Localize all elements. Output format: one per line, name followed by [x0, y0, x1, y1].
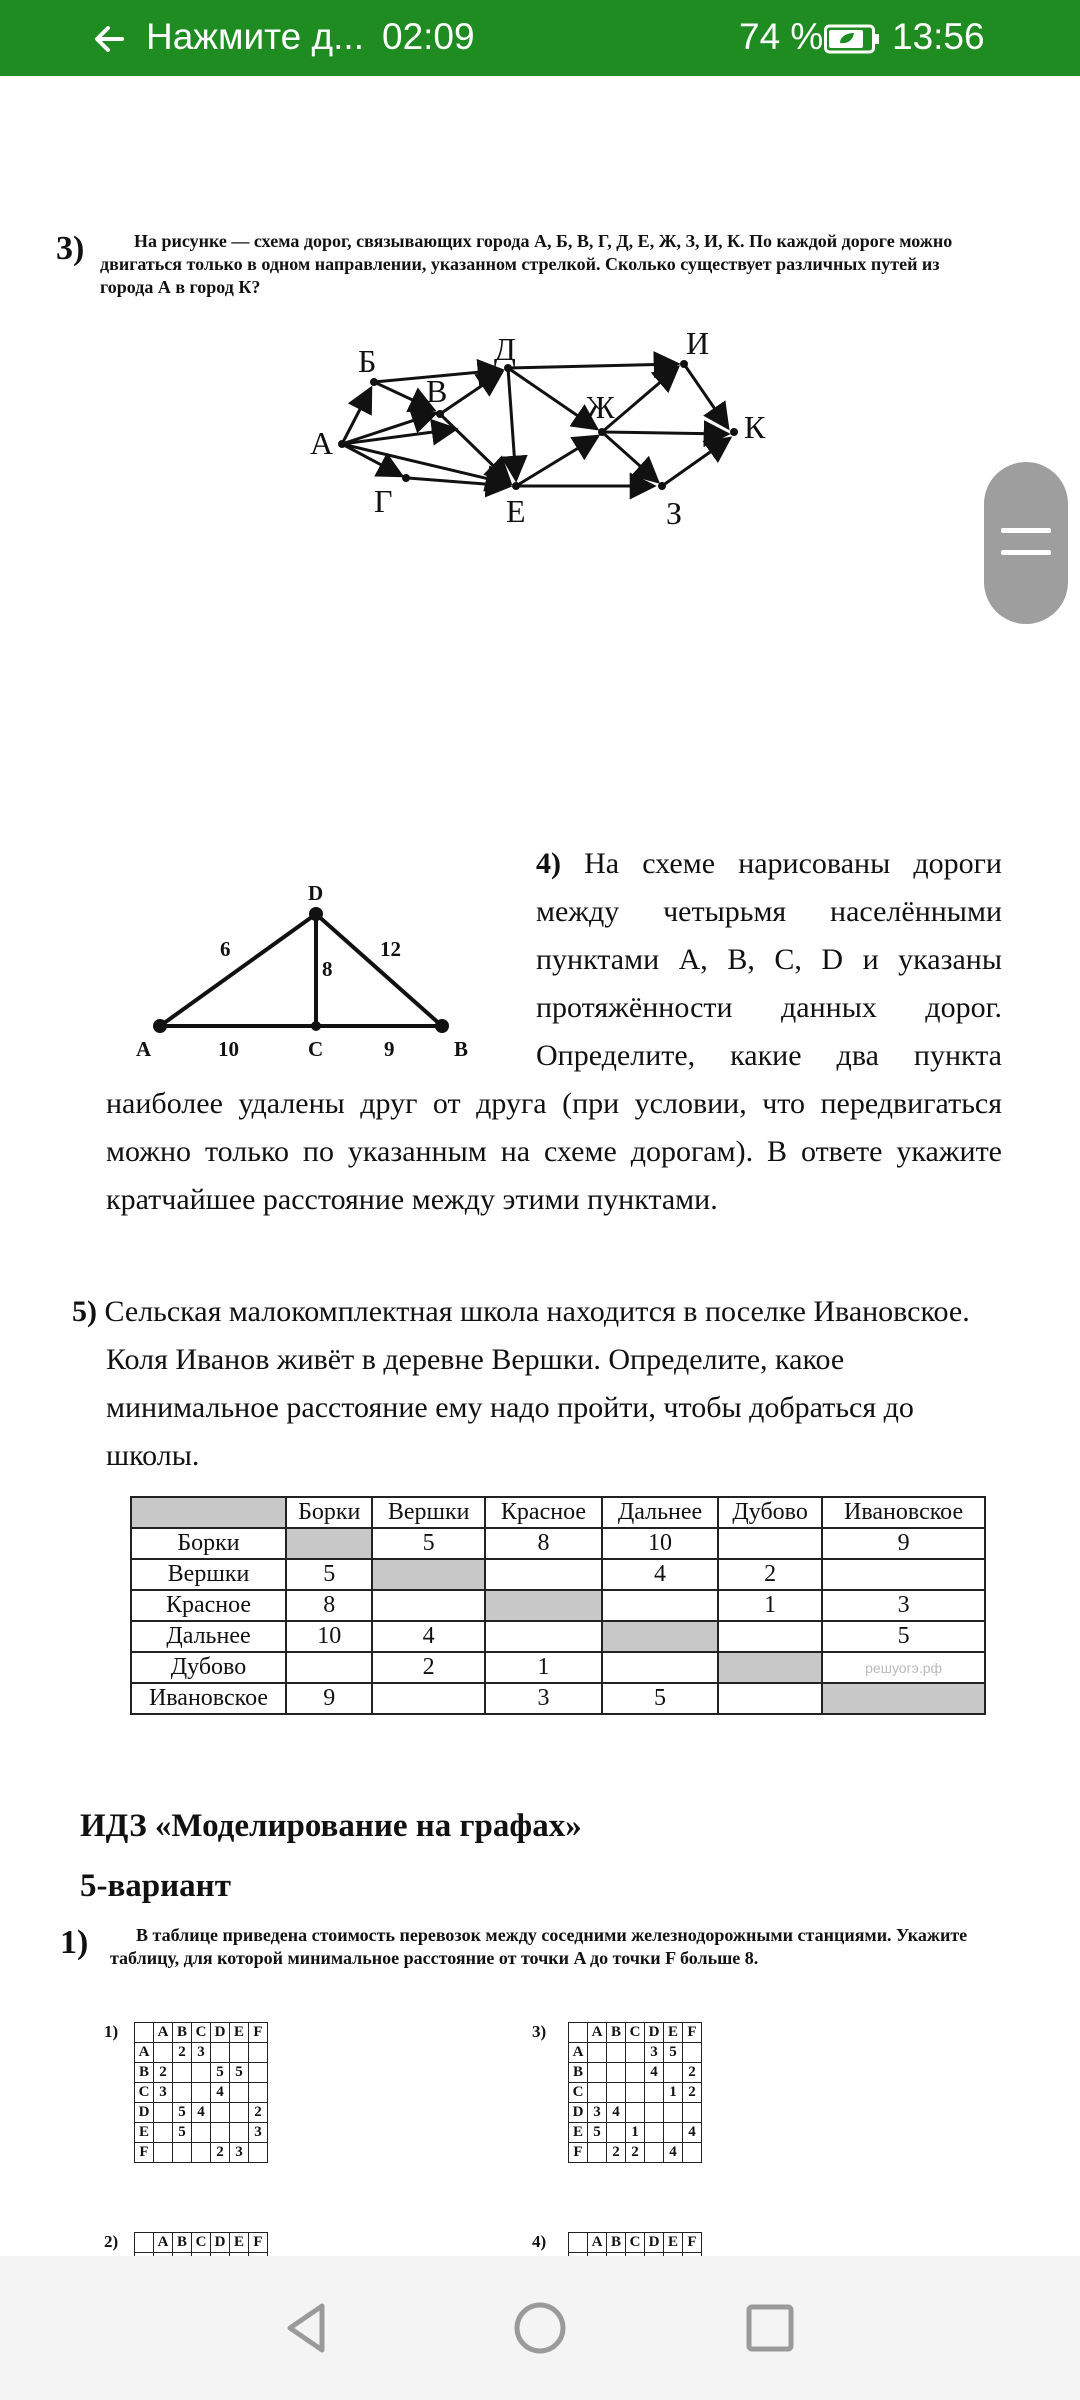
table-header-cell: C [192, 2023, 211, 2043]
edge-weight: 12 [380, 937, 401, 961]
table-cell: 3 [154, 2083, 173, 2103]
table-header-cell: C [626, 2233, 645, 2253]
table-cell [249, 2043, 268, 2063]
row-header: Красное [131, 1590, 286, 1621]
table-cell: 2 [211, 2143, 230, 2163]
table-header-cell: E [230, 2233, 249, 2253]
table-cell: 3 [230, 2143, 249, 2163]
table-cell [249, 2083, 268, 2103]
node-label: З [666, 495, 683, 531]
table-header-cell [131, 1497, 286, 1528]
node-label: Г [374, 483, 393, 519]
table-cell: 2 [249, 2103, 268, 2123]
table-header-row [135, 2023, 268, 2043]
status-bar [0, 0, 1080, 76]
table-cell: 2 [683, 2063, 702, 2083]
table-cell: 4 [607, 2103, 626, 2123]
table-cell: 4 [372, 1621, 484, 1652]
node-label: Е [506, 493, 526, 529]
table-header-cell: Дубово [718, 1497, 822, 1528]
table-cell [626, 2103, 645, 2123]
question-text: На рисунке — схема дорог, связывающих города А, Б, В, Г, Д, Е, Ж, З, И, К. По каждой дороге можно двигаться только в одном направлении, указанном стрелкой. Сколько существует различных путей из города А в город К? [100, 231, 953, 297]
table-cell: 4 [192, 2103, 211, 2123]
table-cell: 2 [372, 1652, 484, 1683]
table-cell [286, 1652, 372, 1683]
table-row [131, 1652, 985, 1683]
table-cell [645, 2083, 664, 2103]
table-cell: 2 [683, 2083, 702, 2103]
table-cell: 2 [607, 2143, 626, 2163]
table-row [131, 1559, 985, 1590]
node-label: D [308, 881, 324, 905]
table-cell: D [135, 2103, 154, 2123]
table-cell: 5 [286, 1559, 372, 1590]
node-label: A [136, 1037, 152, 1061]
table-cell [645, 2123, 664, 2143]
table-header-cell [135, 2233, 154, 2253]
table-cell [664, 2123, 683, 2143]
table-cell [602, 1590, 718, 1621]
question-text: В таблице приведена стоимость перевозок между соседними железнодорожными станциями. Укажите таблицу, для которой минимальное расстояние от точки A до точки F больше 8. [110, 1925, 968, 1968]
table-header-cell: D [645, 2233, 664, 2253]
table-cell: 8 [485, 1528, 602, 1559]
table-header-cell: F [249, 2233, 268, 2253]
table-cell: 2 [626, 2143, 645, 2163]
table-header-cell: B [607, 2233, 626, 2253]
table-header-cell: D [211, 2023, 230, 2043]
table-cell: 9 [822, 1528, 985, 1559]
table-cell [607, 2043, 626, 2063]
back-icon[interactable] [276, 2296, 340, 2360]
table-cell [372, 1559, 484, 1590]
edge-weight: 10 [218, 1037, 239, 1061]
table-cell [211, 2123, 230, 2143]
table-cell: B [135, 2063, 154, 2083]
table-cell [588, 2063, 607, 2083]
table-header-cell: A [154, 2023, 173, 2043]
table-cell: 3 [249, 2123, 268, 2143]
question-text: На схеме нарисованы дороги между четырьмя населёнными пунктами A, B, C, D и указаны протяжённости данных дорог. Определите, какие два пункта наиболее удалены друг от друга (при условии, что передвигаться можно только по указанным на схеме дорогам). В ответе укажите кратчайшее расстояние между этими пунктами. [106, 847, 1002, 1216]
table-cell: 2 [173, 2043, 192, 2063]
table-cell [718, 1621, 822, 1652]
table-cell: 5 [822, 1621, 985, 1652]
table-row [135, 2083, 268, 2103]
table-cell: 9 [286, 1683, 372, 1714]
table-cell: 5 [602, 1683, 718, 1714]
table-header-cell: E [664, 2233, 683, 2253]
table-cell [372, 1683, 484, 1714]
table-row [135, 2043, 268, 2063]
variant-title: 5-вариант [80, 1868, 231, 1904]
table-header-cell: E [664, 2023, 683, 2043]
table-cell [485, 1590, 602, 1621]
edge-weight: 9 [384, 1037, 395, 1061]
table-header-row [131, 1497, 985, 1528]
table-cell [230, 2123, 249, 2143]
node-label: B [454, 1037, 469, 1061]
table-header-cell: A [588, 2023, 607, 2043]
table-header-cell: A [154, 2233, 173, 2253]
table-cell [607, 2083, 626, 2103]
table-cell: 1 [718, 1590, 822, 1621]
table-row [569, 2063, 702, 2083]
table-row [135, 2063, 268, 2083]
table-row [131, 1621, 985, 1652]
recents-icon[interactable] [738, 2296, 802, 2360]
table-cell [588, 2083, 607, 2103]
table-cell [211, 2103, 230, 2123]
table-header-cell: Дальнее [602, 1497, 718, 1528]
table-cell: 5 [211, 2063, 230, 2083]
table-cell: 1 [664, 2083, 683, 2103]
option-table-3 [568, 2022, 702, 2163]
table-cell [173, 2083, 192, 2103]
table-cell: 1 [485, 1652, 602, 1683]
table-cell: 4 [645, 2063, 664, 2083]
table-cell [249, 2063, 268, 2083]
table-cell [192, 2143, 211, 2163]
table-header-cell: Красное [485, 1497, 602, 1528]
table-cell [230, 2043, 249, 2063]
table-row [135, 2143, 268, 2163]
table-cell [718, 1652, 822, 1683]
table-row [131, 1590, 985, 1621]
table-cell [718, 1528, 822, 1559]
option-label: 1) [104, 2022, 119, 2041]
table-cell [192, 2083, 211, 2103]
table-cell: 10 [602, 1528, 718, 1559]
table-cell: F [569, 2143, 588, 2163]
battery-percent: 74 % [739, 16, 824, 57]
row-header: Борки [131, 1528, 286, 1559]
table-cell: 3 [192, 2043, 211, 2063]
question-4 [106, 840, 1002, 1224]
table-cell: A [569, 2043, 588, 2063]
node-label: А [310, 425, 334, 461]
table-cell: F [135, 2143, 154, 2163]
table-cell [602, 1621, 718, 1652]
handle-grip-line [1001, 550, 1051, 555]
table-cell: 4 [683, 2123, 702, 2143]
table-row [135, 2123, 268, 2143]
table-cell [683, 2103, 702, 2123]
table-cell [485, 1559, 602, 1590]
table-cell: 5 [173, 2103, 192, 2123]
clock: 13:56 [892, 16, 985, 57]
table-header-cell [569, 2233, 588, 2253]
row-header: Ивановское [131, 1683, 286, 1714]
table-cell: 2 [154, 2063, 173, 2083]
distance-table [130, 1496, 986, 1715]
option-label: 4) [532, 2232, 547, 2251]
node-label: К [744, 409, 766, 445]
question-number: 4) [536, 847, 561, 880]
table-cell: 4 [602, 1559, 718, 1590]
question-number: 1) [60, 1924, 89, 1961]
table-header-row [569, 2023, 702, 2043]
table-cell: C [569, 2083, 588, 2103]
table-row [131, 1528, 985, 1559]
table-cell [211, 2043, 230, 2063]
scroll-handle[interactable] [984, 462, 1068, 624]
table-row [569, 2123, 702, 2143]
node-label: Д [494, 331, 516, 367]
table-header-cell: F [249, 2023, 268, 2043]
table-cell: 3 [645, 2043, 664, 2063]
table-cell: 5 [372, 1528, 484, 1559]
table-cell: 5 [588, 2123, 607, 2143]
table-cell [607, 2123, 626, 2143]
node-label: И [686, 325, 710, 361]
table-cell [626, 2043, 645, 2063]
table-header-cell [135, 2023, 154, 2043]
table-cell [588, 2043, 607, 2063]
table-cell [154, 2043, 173, 2063]
table-cell: 3 [822, 1590, 985, 1621]
table-cell [626, 2083, 645, 2103]
table-cell [664, 2063, 683, 2083]
table-cell: 3 [588, 2103, 607, 2123]
navigation-bar [0, 2256, 1080, 2400]
table-cell [230, 2103, 249, 2123]
node-label: Ж [586, 389, 615, 425]
table-cell [718, 1683, 822, 1714]
question-number: 5) [72, 1295, 97, 1328]
row-header: Дальнее [131, 1621, 286, 1652]
handle-grip-line [1001, 528, 1051, 533]
table-header-cell: B [607, 2023, 626, 2043]
row-header: Дубово [131, 1652, 286, 1683]
table-header-cell: D [211, 2233, 230, 2253]
back-arrow-icon[interactable] [92, 22, 126, 56]
table-cell: 5 [230, 2063, 249, 2083]
table-cell: 4 [211, 2083, 230, 2103]
table-row [569, 2043, 702, 2063]
call-return-banner[interactable]: Нажмите д... [146, 16, 364, 57]
node-label: Б [358, 343, 377, 379]
table-cell [602, 1652, 718, 1683]
table-cell [683, 2043, 702, 2063]
table-cell [154, 2103, 173, 2123]
call-timer: 02:09 [382, 16, 475, 57]
table-cell [286, 1528, 372, 1559]
row-header: Вершки [131, 1559, 286, 1590]
table-header-cell: Вершки [372, 1497, 484, 1528]
table-header-cell: A [588, 2233, 607, 2253]
table-cell [683, 2143, 702, 2163]
table-cell: 4 [664, 2143, 683, 2163]
table-cell [192, 2063, 211, 2083]
table-cell [822, 1683, 985, 1714]
section-title: ИДЗ «Моделирование на графах» [80, 1808, 582, 1844]
table-cell: 5 [664, 2043, 683, 2063]
table-cell: 1 [626, 2123, 645, 2143]
node-label: В [426, 373, 448, 409]
document-image [0, 76, 1080, 2256]
table-cell: 3 [485, 1683, 602, 1714]
table-header-cell: F [683, 2023, 702, 2043]
question-text: Сельская малокомплектная школа находится в поселке Ивановское. Коля Иванов живёт в деревне Вершки. Определите, какое минимальное расстояние ему надо пройти, чтобы добраться до школы. [104, 1295, 970, 1472]
table-cell: B [569, 2063, 588, 2083]
question-5 [72, 1288, 1002, 1480]
table-row [569, 2103, 702, 2123]
figure-spacer [106, 840, 536, 1078]
table-cell [230, 2083, 249, 2103]
table-cell [626, 2063, 645, 2083]
watermark: решуогэ.рф [822, 1652, 985, 1683]
table-header-cell: E [230, 2023, 249, 2043]
table-cell [822, 1559, 985, 1590]
table-cell [645, 2143, 664, 2163]
table-cell [485, 1621, 602, 1652]
question-number: 3) [56, 230, 85, 267]
table-header-cell: B [173, 2233, 192, 2253]
table-header-cell: Ивановское [822, 1497, 985, 1528]
table-cell: 2 [718, 1559, 822, 1590]
table-cell [249, 2143, 268, 2163]
table-row [131, 1683, 985, 1714]
table-row [569, 2083, 702, 2103]
table-cell: A [135, 2043, 154, 2063]
table-cell [372, 1590, 484, 1621]
table-cell: E [135, 2123, 154, 2143]
table-header-cell: C [192, 2233, 211, 2253]
table-cell: 8 [286, 1590, 372, 1621]
table-header-cell [569, 2023, 588, 2043]
option-label: 2) [104, 2232, 119, 2251]
battery-icon [824, 24, 880, 54]
table-cell [645, 2103, 664, 2123]
table-header-cell: B [173, 2023, 192, 2043]
option-table-1 [134, 2022, 268, 2163]
home-icon[interactable] [508, 2296, 572, 2360]
directed-road-graph [300, 292, 780, 531]
table-header-cell: Борки [286, 1497, 372, 1528]
edge-weight: 6 [220, 937, 231, 961]
table-header-row [569, 2233, 702, 2253]
table-row [135, 2103, 268, 2123]
table-cell [173, 2143, 192, 2163]
table-cell [588, 2143, 607, 2163]
table-header-cell: D [645, 2023, 664, 2043]
node-label: C [308, 1037, 324, 1061]
table-header-row [135, 2233, 268, 2253]
table-cell: E [569, 2123, 588, 2143]
table-cell [664, 2103, 683, 2123]
option-label: 3) [532, 2022, 547, 2041]
table-header-cell: C [626, 2023, 645, 2043]
table-cell: 5 [173, 2123, 192, 2143]
table-cell [192, 2123, 211, 2143]
table-header-cell: F [683, 2233, 702, 2253]
edge-weight: 8 [322, 957, 333, 981]
table-cell: 10 [286, 1621, 372, 1652]
table-cell: D [569, 2103, 588, 2123]
table-cell [607, 2063, 626, 2083]
table-row [569, 2143, 702, 2163]
table-cell [154, 2123, 173, 2143]
table-cell: C [135, 2083, 154, 2103]
table-cell [173, 2063, 192, 2083]
table-cell [154, 2143, 173, 2163]
